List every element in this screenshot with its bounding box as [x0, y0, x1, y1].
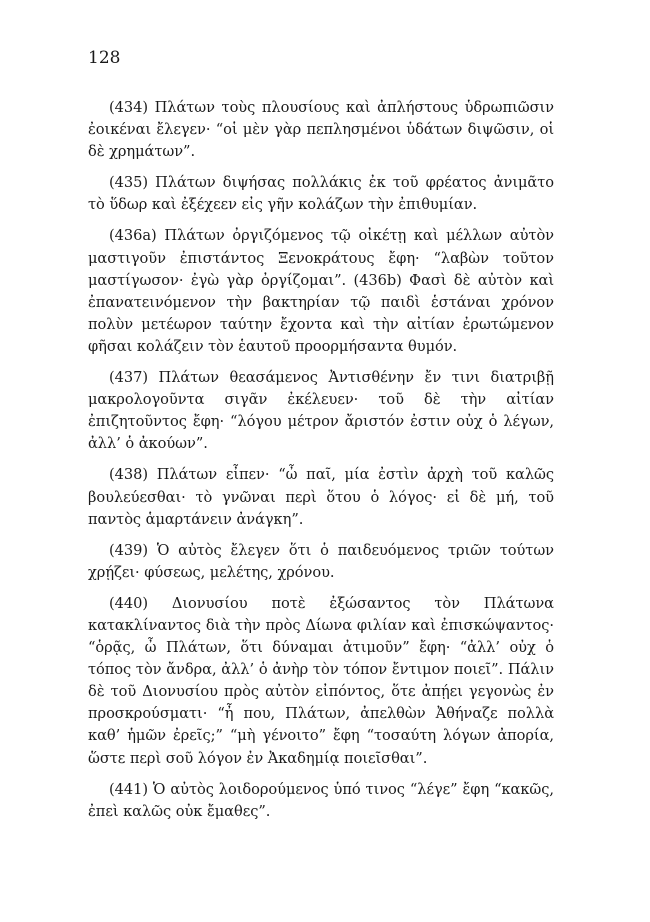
paragraph-436: (436a) Πλάτων ὀργιζόμενος τῷ οἰκέτῃ καὶ μέλλων αὐτὸν μαστιγοῦν ἐπιστάντος Ξενοκράτους ἔφη· “λαβὼν τοῦτον μαστίγωσον· ἐγὼ γὰρ ὀργίζομαι”. (436b) Φασὶ δὲ αὐτὸν καὶ ἐπανατεινόμενον τὴν βακτηρίαν τῷ παιδὶ ἑστάναι χρόνον πολὺν μετέωρον ταύτην ἔχοντα καὶ τὴν αἰτίαν ἐρωτώμενον φῆσαι κολάζειν τὸν ἑαυτοῦ προορμήσαντα θυμόν. [88, 227, 554, 355]
paragraph-434: (434) Πλάτων τοὺς πλουσίους καὶ ἀπλήστους ὑδρωπιῶσιν ἐοικέναι ἔλεγεν· “οἱ μὲν γὰρ πεπλησμένοι ὑδάτων διψῶσιν, οἱ δὲ χρημάτων”. [88, 99, 554, 161]
paragraph-441: (441) Ὁ αὐτὸς λοιδορούμενος ὑπό τινος “λέγε” ἔφη “κακῶς, ἐπεὶ καλῶς οὐκ ἔμαθες”. [88, 780, 554, 820]
paragraph-440: (440) Διονυσίου ποτὲ ἐξώσαντος τὸν Πλάτωνα κατακλίναντος διὰ τὴν πρὸς Δίωνα φιλίαν καὶ ἐπισκώψαντος· “ὁρᾷς, ὦ Πλάτων, ὅτι δύναμαι ἀτιμοῦν” ἔφη· “ἀλλ’ οὐχ ὁ τόπος τὸν ἄνδρα, ἀλλ’ ὁ ἀνὴρ τὸν τόπον ἔντιμον ποιεῖ”. Πάλιν δὲ τοῦ Διονυσίου πρὸς αὐτὸν εἰπόντος, ὅτε ἀπῄει γεγονὼς ἐν προσκρούσματι· “ἦ που, Πλάτων, ἀπελθὼν Ἀθήναζε πολλὰ καθ’ ἡμῶν ἐρεῖς;” “μὴ γένοιτο” ἔφη “τοσαύτη λόγων ἀπορία, ὥστε περὶ σοῦ λόγον ἐν Ἀκαδημίᾳ ποιεῖσθαι”. [88, 594, 554, 767]
paragraph-439: (439) Ὁ αὐτὸς ἔλεγεν ὅτι ὁ παιδευόμενος τριῶν τούτων χρῄζει· φύσεως, μελέτης, χρόνου. [88, 541, 554, 581]
body-text [88, 97, 554, 832]
paragraph-437: (437) Πλάτων θεασάμενος Ἀντισθένην ἔν τινι διατριβῇ μακρολογοῦντα σιγᾶν ἐκέλευεν· τοῦ δὲ τὴν αἰτίαν ἐπιζητοῦντος ἔφη· “λόγου μέτρον ἄριστόν ἐστιν οὐχ ὁ λέγων, ἀλλ’ ὁ ἀκούων”. [88, 369, 554, 453]
paragraph-435: (435) Πλάτων διψήσας πολλάκις ἐκ τοῦ φρέατος ἀνιμᾶτο τὸ ὕδωρ καὶ ἐξέχεεν εἰς γῆν κολάζων τὴν ἐπιθυμίαν. [88, 174, 554, 214]
page-number: 128 [88, 48, 121, 68]
paragraph-438: (438) Πλάτων εἶπεν· “ὦ παῖ, μία ἐστὶν ἀρχὴ τοῦ καλῶς βουλεύεσθαι· τὸ γνῶναι περὶ ὅτου ὁ λόγος· εἰ δὲ μή, τοῦ παντὸς ἁμαρτάνειν ἀνάγκη”. [88, 466, 554, 528]
